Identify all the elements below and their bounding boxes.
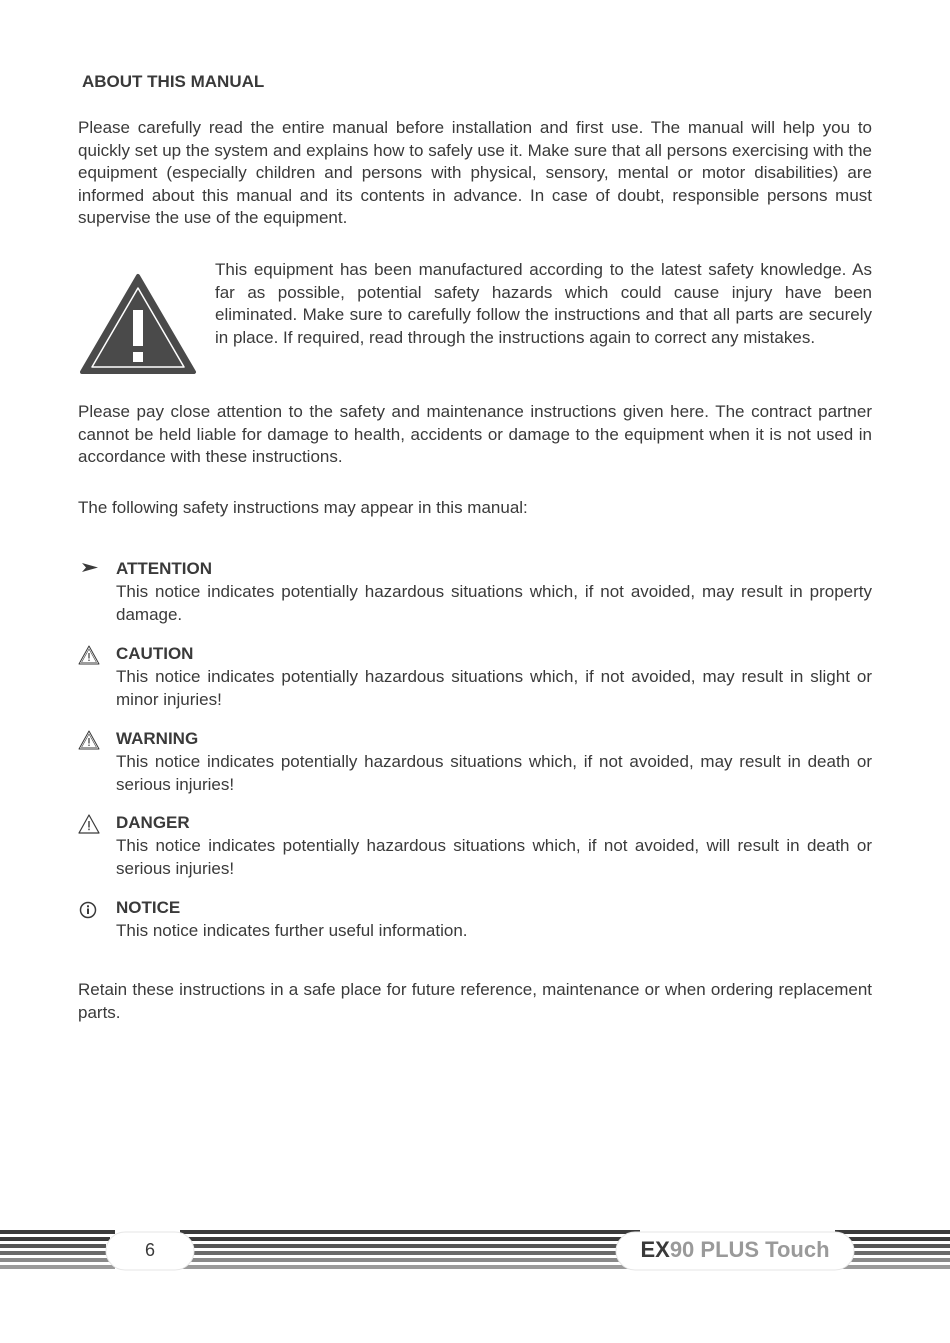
notice-title: WARNING	[116, 729, 199, 748]
info-circle-icon	[78, 898, 100, 920]
notice-text: This notice indicates potentially hazardous situations which, if not avoided, may result in death or serious injuries!	[116, 752, 872, 794]
notice-text: This notice indicates potentially hazardous situations which, if not avoided, may result in property damage.	[116, 582, 872, 624]
notice-title: CAUTION	[116, 644, 194, 663]
notice-title: DANGER	[116, 813, 190, 832]
page-title: ABOUT THIS MANUAL	[82, 72, 265, 91]
warning-triangle-icon	[78, 729, 100, 751]
notice-title: NOTICE	[116, 898, 181, 917]
notice-title: ATTENTION	[116, 559, 213, 578]
retain-paragraph: Retain these instructions in a safe place for future reference, maintenance or when ordering replacement parts.	[78, 980, 872, 1022]
page-number: 6	[144, 1240, 155, 1260]
arrow-right-icon	[78, 559, 100, 581]
caution-triangle-icon	[78, 644, 100, 666]
notice-text: This notice indicates potentially hazardous situations which, if not avoided, will result in death or serious injuries!	[116, 836, 872, 878]
warning-triangle-icon	[78, 272, 198, 376]
following-paragraph: The following safety instructions may appear in this manual:	[78, 498, 528, 517]
intro-paragraph: Please carefully read the entire manual before installation and first use. The manual will help you to quickly set up the system and explains how to safely use it. Make sure that all persons exercising with the equipment (especially children and persons with physical, sensory, mental or motor disabilities) are informed about this manual and its contents in advance. In case of doubt, responsible persons must supervise the use of the equipment.	[78, 118, 872, 228]
danger-triangle-icon	[78, 813, 100, 835]
notice-text: This notice indicates potentially hazardous situations which, if not avoided, may result in slight or minor injuries!	[116, 667, 872, 709]
brand-model-prefix: EX	[640, 1237, 670, 1262]
safety-paragraph: This equipment has been manufactured according to the latest safety knowledge. As far as possible, potential safety hazards which could cause injury have been eliminated. Make sure to carefully follow the instructions and that all parts are securely in place. If required, read through the instructions again to correct any mistakes.	[215, 260, 872, 347]
notice-text: This notice indicates further useful information.	[116, 921, 468, 940]
brand-logo	[620, 1237, 850, 1263]
brand-model-suffix: 90 PLUS Touch	[669, 1237, 830, 1262]
liability-paragraph: Please pay close attention to the safety and maintenance instructions given here. The contract partner cannot be held liable for damage to health, accidents or damage to the equipment when it is not used in accordance with these instructions.	[78, 402, 872, 467]
